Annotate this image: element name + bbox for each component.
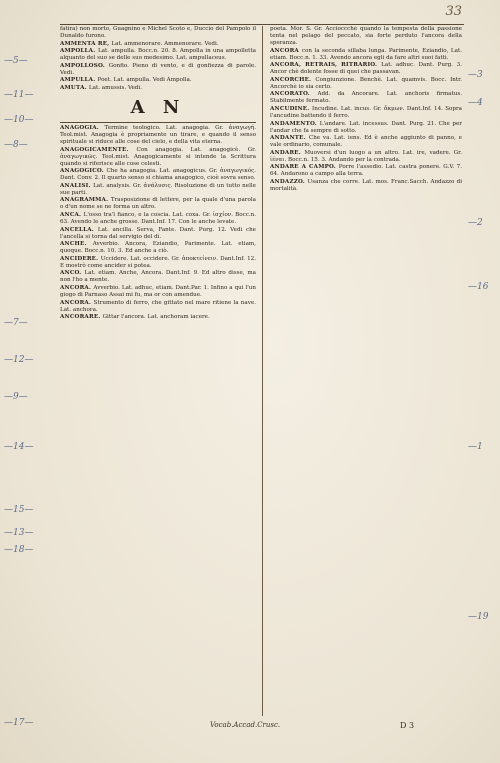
- entry-definition: Lat. ampulla. Bocc.n. 20. 8. Ampolla in una ampolletta alquanto del suo se delle suo medesimo. Lat. ampullaceus.: [60, 48, 256, 62]
- folio-number: 33: [445, 4, 462, 19]
- entry-definition: Con anagogia. Lat. anagogicè. Gr. ἀναγωγικῶς. Teol.mist. Anagogicamente si intende la Scrittura quando si riferisce alle cose celesti.: [60, 146, 256, 167]
- entry-headword: ANCORCHE.: [270, 76, 316, 83]
- dictionary-entry: [60, 85, 256, 92]
- entry-headword: AMMENTA RE,: [60, 40, 112, 47]
- entry-headword: ANAGOGICAMENTE.: [60, 146, 137, 153]
- entry-definition: Usanza che corre. Lat. mos. Franc.Sacch. Andazzo di mortalità.: [270, 178, 462, 193]
- dictionary-entry: [270, 91, 462, 105]
- margin-annotation: —19: [468, 612, 489, 622]
- entry-headword: ANDANTE.: [270, 135, 309, 142]
- entry-definition: Congiunzione. Benchè. Lat. quamvis. Bocc. Intr. Ancorchè io sia certo.: [270, 76, 462, 90]
- dictionary-entry: [270, 62, 462, 76]
- entry-headword: ANCORARE.: [60, 314, 103, 321]
- header-rule: [60, 24, 464, 25]
- entry-headword: ANAGRAMMA.: [60, 197, 111, 204]
- dictionary-entry: [60, 41, 256, 48]
- margin-annotation: —7—: [4, 318, 28, 328]
- entry-headword: ANCHE.: [60, 241, 93, 248]
- catchword: Vocab.Accad.Crusc.: [210, 721, 281, 729]
- dictionary-entry: [270, 179, 462, 193]
- entry-headword: ANAGOGIA.: [60, 124, 105, 131]
- margin-annotation: —4: [468, 98, 483, 108]
- entry-definition: Lat. analysis. Gr. ἀνάλυσις. Risoluzione di un tutto nelle sue parti.: [60, 182, 256, 196]
- entry-headword: ANDARE A CAMPO.: [270, 164, 339, 171]
- margin-annotation: —17—: [4, 718, 34, 728]
- dictionary-entry: [60, 63, 256, 77]
- entry-headword: AMPOLLOSO.: [60, 62, 109, 69]
- entry-definition: Lat. amussis. Vedi.: [88, 84, 142, 91]
- entry-definition: Muoversi d'un luogo a un altro. Lat. ire, vadere. Gr. ἰέναι. Bocc.n. 15. 3. Andando per la contrada.: [270, 149, 462, 163]
- entry-headword: ANCIDERE.: [60, 255, 101, 262]
- dictionary-entry: [60, 300, 256, 314]
- section-heading: A N: [130, 96, 186, 118]
- margin-annotation: —1: [468, 442, 483, 452]
- entry-definition: Strumento di ferro, che gittato nel mare ritiene la nave. Lat. anchora.: [60, 299, 256, 313]
- entry-definition: Termine teologico. Lat. anagogia. Gr. ἀναγωγή. Teol.mist. Anagogia è propriamente un tirare, e quando il senso spirituale si riduce alle cose del cielo, e della vita eterna.: [60, 124, 256, 146]
- margin-annotation: —11—: [4, 90, 34, 100]
- margin-annotation: —9—: [4, 392, 28, 402]
- dictionary-entry: [60, 183, 256, 197]
- section-rule: [60, 122, 256, 123]
- entry-definition: Gittar l'ancora. Lat. anchoram iacere.: [102, 314, 210, 321]
- entry-headword: ANALISI.: [60, 182, 94, 189]
- entry-headword: ANCORA: [270, 47, 302, 54]
- entry-headword: ANCELLA.: [60, 226, 98, 233]
- entry-headword: ANDARE.: [270, 149, 305, 156]
- margin-annotation: —14—: [4, 442, 34, 452]
- entry-definition: L'andare. Lat. incessus. Dant. Purg. 21. Che per l'andar che fa sempre di sotto.: [270, 120, 462, 134]
- margin-annotation: —18—: [4, 545, 34, 555]
- dictionary-entry: [60, 256, 256, 270]
- signature-mark: D 3: [400, 721, 415, 730]
- entry-definition: Lat. etiam. Anche, Ancora. Dant.Inf. 9. Ed altro disse, ma non l'ho a mente.: [60, 270, 256, 284]
- margin-annotation: —16: [468, 282, 489, 292]
- entry-definition: Avverbio. Lat. adhuc, etiam. Dant.Par. 1. Infino a qui l'un giogo di Parnaso Assai mi fu, ma or con amendue.: [60, 284, 256, 298]
- dictionary-entry: [270, 121, 462, 135]
- entry-definition: L'osso tra'l fianco, e la coscia. Lat. coxa. Gr. ἰσχίον. Bocc.n. 63. Avendo le anche grosse. Dant.Inf. 17. Con le anche levate.: [60, 211, 256, 226]
- column-divider: [262, 26, 263, 716]
- entry-definition: fatira) non morto, Guagnino e Michel Scoto e, Duccio del Pampolo il Dunaldo furono.: [60, 26, 256, 40]
- entry-definition: Avverbio. Ancora, Eziandio, Parimente. Lat. etiam, quoque. Bocc.n. 10. 3. Ed anche a ciò.: [60, 241, 256, 255]
- dictionary-entry: [60, 168, 256, 182]
- margin-annotation: —15—: [4, 505, 34, 515]
- entry-definition: Lat. adhuc. Dant. Purg. 3. Ancor chè dolente fosse di quei che passavan.: [270, 62, 462, 76]
- entry-headword: ANAGOGICO.: [60, 168, 107, 175]
- dictionary-entry: [270, 77, 462, 91]
- entry-definition: con la seconda sillaba lunga. Parimente, Eziandio, Lat. etiam. Bocc.n. 1. 33. Avendo ancora egli da fare altri suoi fatti.: [270, 47, 462, 61]
- entry-headword: AMPOLLA.: [60, 48, 98, 55]
- entry-headword: ANCORA.: [60, 299, 94, 306]
- dictionary-entry: [60, 197, 256, 211]
- margin-annotation: —13—: [4, 528, 34, 538]
- margin-annotation: —12—: [4, 355, 34, 365]
- entry-definition: poeta. Mor. S. Gr. Accioccchè quando la tempesta della passione tenta nel pelago del peccato, sia forte perduto l'ancora della speranza.: [270, 26, 462, 47]
- entry-headword: ANDAZZO.: [270, 178, 308, 185]
- left-column: [60, 26, 256, 721]
- margin-annotation: —3: [468, 70, 483, 80]
- margin-annotation: —2: [468, 218, 483, 228]
- entry-definition: Gonfio. Pieno di vento, e di gonfiezza di parole. Vedi.: [60, 62, 256, 76]
- entry-definition: Incudine. Lat. incus. Gr. ἄκμων. Dant.Inf. 14. Sopra l'ancudine battendo il ferro.: [270, 106, 462, 120]
- entry-definition: Trasposizione di lettere, per la quale d'una parola o d'un nome se ne forma un altro.: [60, 197, 256, 211]
- entry-headword: AMPULLA.: [60, 77, 98, 84]
- entry-definition: Che va. Lat. iens. Ed è anche aggiunto di panno, e vale ordinario, comunale.: [270, 135, 462, 149]
- dictionary-entry: [60, 212, 256, 226]
- dictionary-entry: [60, 314, 256, 321]
- dictionary-entry: [60, 26, 256, 40]
- dictionary-entry: [60, 227, 256, 241]
- entry-headword: ANCA.: [60, 211, 84, 218]
- dictionary-entry: [60, 77, 256, 84]
- dictionary-entry: [60, 48, 256, 62]
- dictionary-entry: [60, 125, 256, 146]
- margin-annotation: —8—: [4, 140, 28, 150]
- entry-definition: Add. da Ancorare. Lat. anchoris firmatus. Stabilmente fermato.: [270, 91, 462, 105]
- dictionary-entry: [270, 135, 462, 149]
- entry-definition: Poet. Lat. ampulla. Vedi Ampolla.: [97, 77, 192, 84]
- entry-headword: ANCORA.: [60, 284, 94, 291]
- margin-annotation: —10—: [4, 115, 34, 125]
- entry-definition: Lat. ancilla. Serva, Fante. Dant. Purg. 12. Vedi che l'ancella si torna dal servigio del dì.: [60, 226, 256, 240]
- entry-headword: AMUTA.: [60, 84, 89, 91]
- entry-headword: ANDAMENTO.: [270, 120, 320, 127]
- dictionary-entry: [60, 241, 256, 255]
- entry-definition: Che ha anagogia. Lat. anagogicus. Gr. ἀναγωγικός. Dant. Conv. 2. Il quarto senso si chiama anagogico, cioè sovra senso.: [60, 168, 256, 182]
- entry-headword: ANCO.: [60, 270, 85, 277]
- dictionary-entry: [270, 48, 462, 62]
- entry-definition: Uccidere. Lat. occidere. Gr. ἀποκτείνειν. Dant.Inf. 12. E mostrò come ancider si potea.: [60, 255, 256, 269]
- entry-headword: ANCORA, RETRAIS, RITRARIO.: [270, 62, 382, 69]
- entry-headword: ANCUDINE.: [270, 106, 313, 113]
- dictionary-entry: [60, 147, 256, 168]
- entry-definition: Lat. ammenorare. Ammenorare. Vedi.: [111, 40, 219, 47]
- right-column: [270, 26, 462, 721]
- dictionary-entry: [270, 150, 462, 164]
- entry-definition: Porre l'assedio. Lat. castra ponere. G.V. 7. 64. Andarono a campo alla terra.: [270, 164, 462, 178]
- dictionary-entry: [270, 26, 462, 47]
- dictionary-entry: [270, 106, 462, 120]
- dictionary-entry: [60, 285, 256, 299]
- dictionary-entry: [270, 164, 462, 178]
- entry-headword: ANCORATO.: [270, 91, 318, 98]
- dictionary-entry: [60, 270, 256, 284]
- margin-annotation: —5—: [4, 56, 28, 66]
